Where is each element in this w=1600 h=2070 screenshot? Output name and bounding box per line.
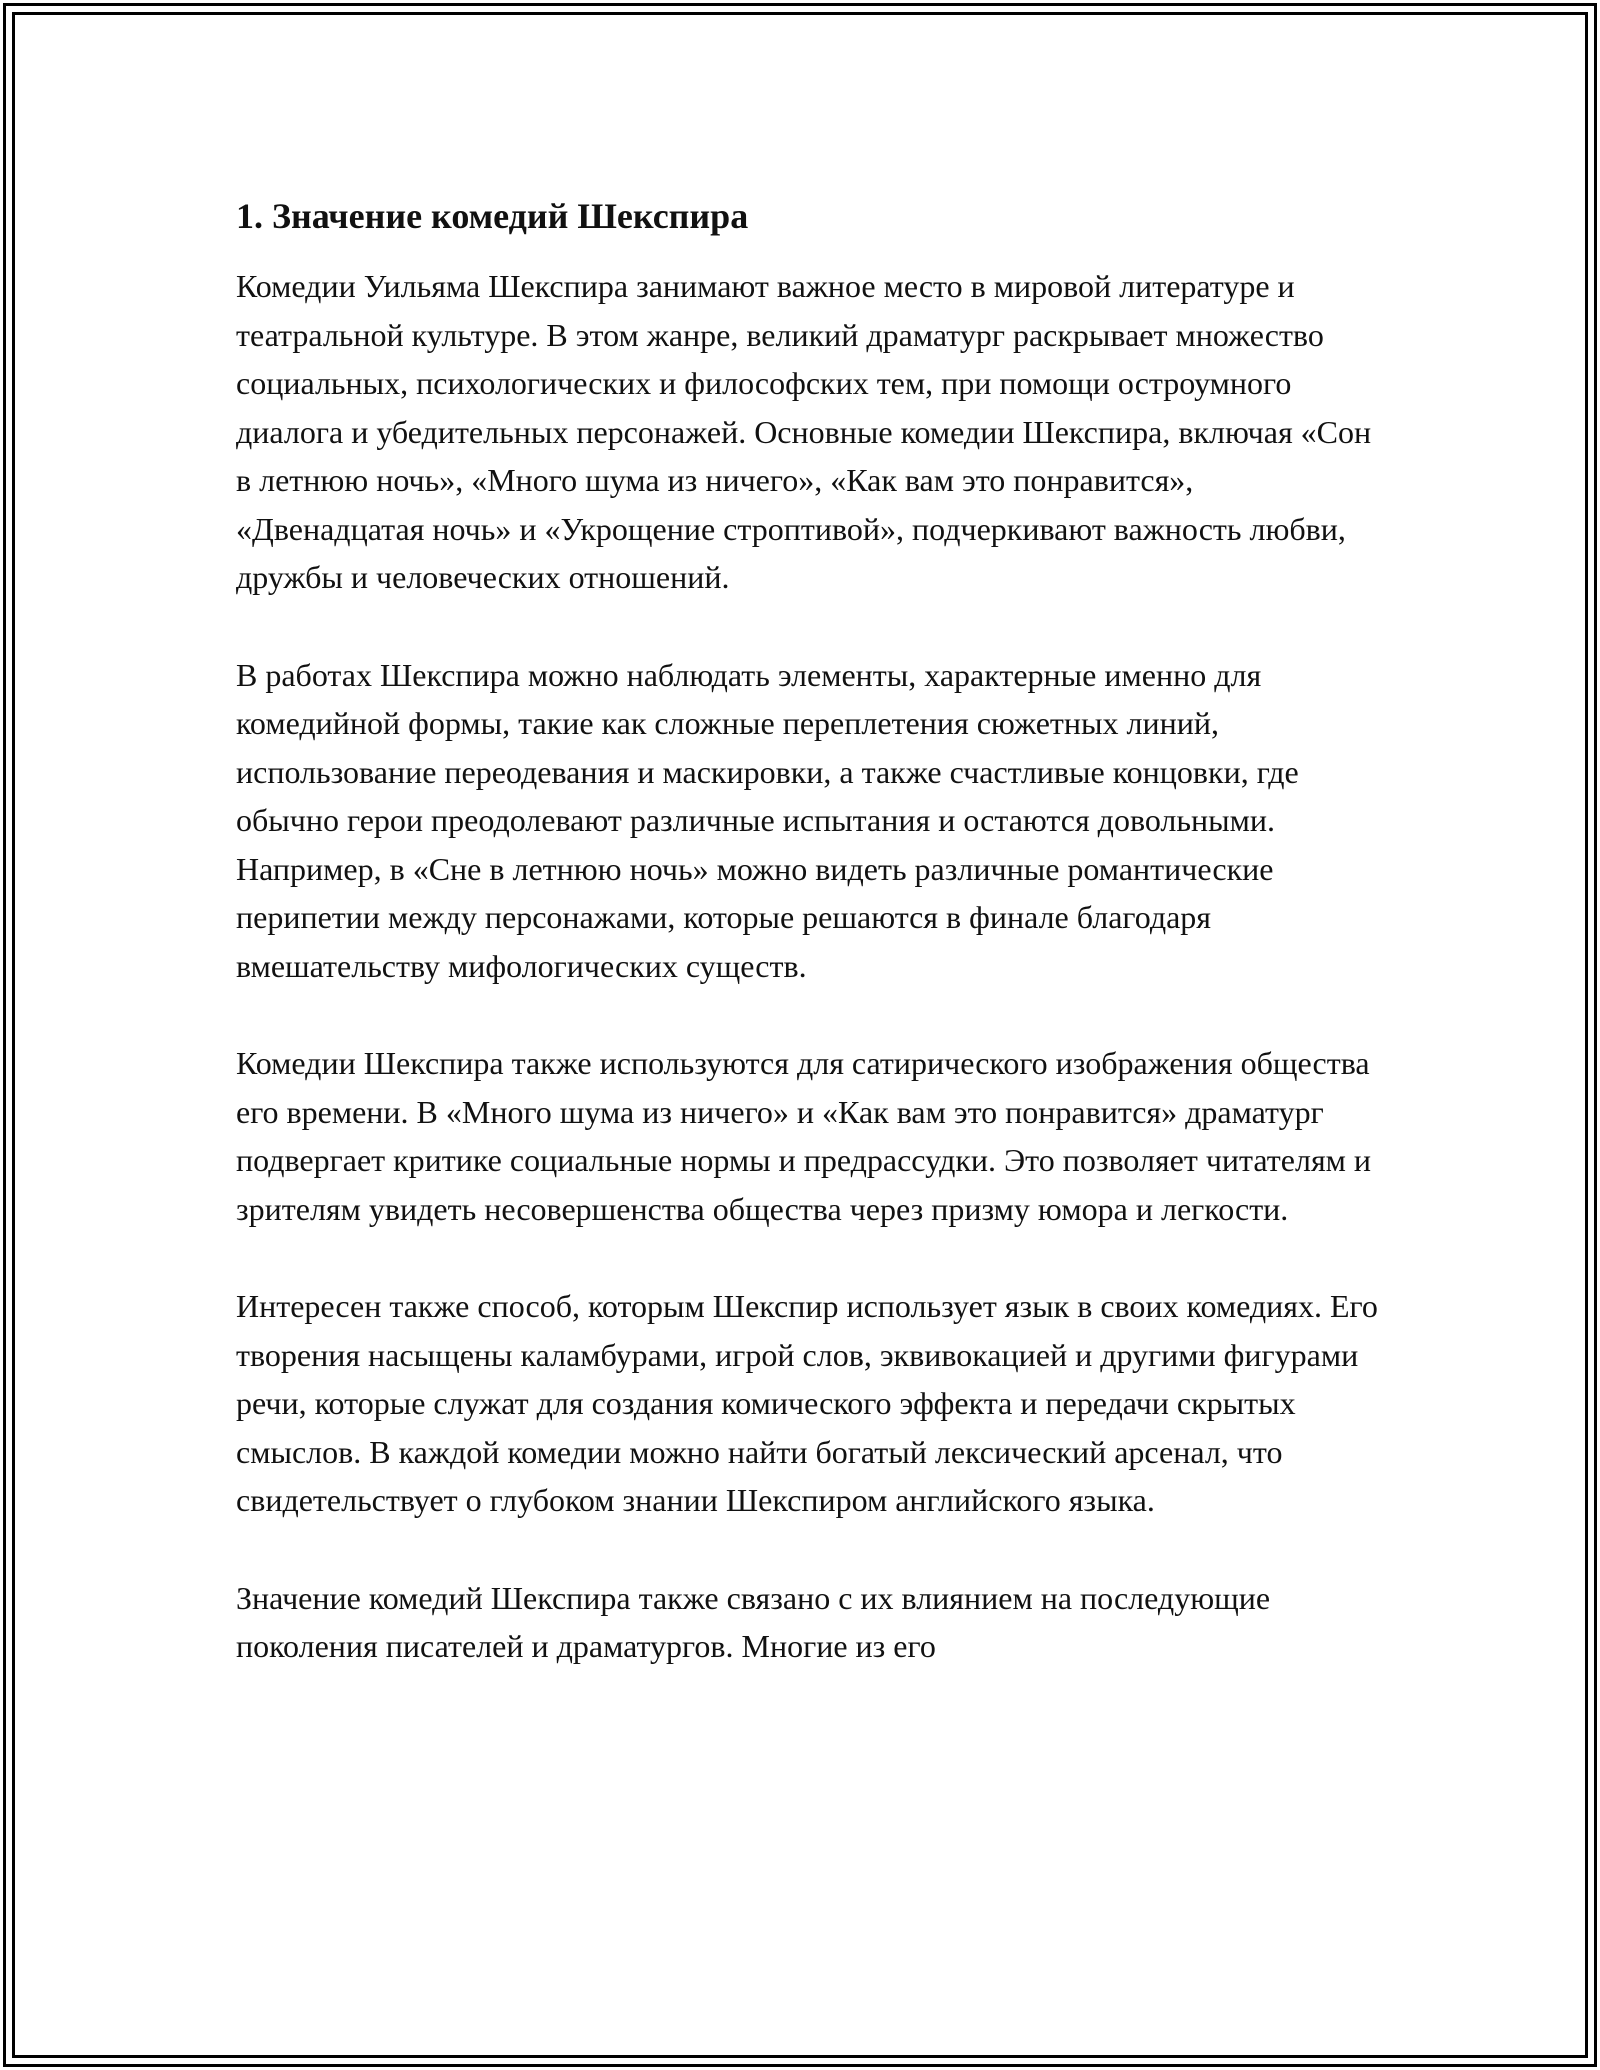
paragraph-5: Значение комедий Шекспира также связано с их влиянием на последующие поколения писателей и драматургов. Многие из его: [236, 1579, 1271, 1664]
paragraph-3: Комедии Шекспира также используются для сатирического изображения общества его времени. В «Много шума из ничего» и «Как вам это понравится» драматург подвергает критике социальные нормы и предрассудки. Это позволяет читателям и зрителям увидеть несовершенства общества через призму юмора и легкости.: [236, 1045, 1372, 1227]
paragraph-4: Интересен также способ, которым Шекспир использует язык в своих комедиях. Его творения насыщены каламбурами, игрой слов, эквивокацией и другими фигурами речи, которые служат для создания комического эффекта и передачи скрытых смыслов. В каждой комедии можно найти богатый лексический арсенал, что свидетельствует о глубоком знании Шекспиром английского языка.: [236, 1288, 1378, 1518]
section-heading: 1. Значение комедий Шекспира: [236, 196, 749, 236]
paragraph-2: В работах Шекспира можно наблюдать элементы, характерные именно для комедийной формы, такие как сложные переплетения сюжетных линий, использование переодевания и маскировки, а также счастливые концовки, где обычно герои преодолевают различные испытания и остаются довольными. Например, в «Сне в летнюю ночь» можно видеть различные романтические перипетии между персонажами, которые решаются в финале благодаря вмешательству мифологических существ.: [236, 656, 1299, 984]
document-body: [236, 190, 1386, 1671]
paragraph-1: Комедии Уильяма Шекспира занимают важное место в мировой литературе и театральной культуре. В этом жанре, великий драматург раскрывает множество социальных, психологических и философских тем, при помощи остроумного диалога и убедительных персонажей. Основные комедии Шекспира, включая «Сон в летнюю ночь», «Много шума из ничего», «Как вам это понравится», «Двенадцатая ночь» и «Укрощение строптивой», подчеркивают важность любви, дружбы и человеческих отношений.: [236, 268, 1372, 595]
